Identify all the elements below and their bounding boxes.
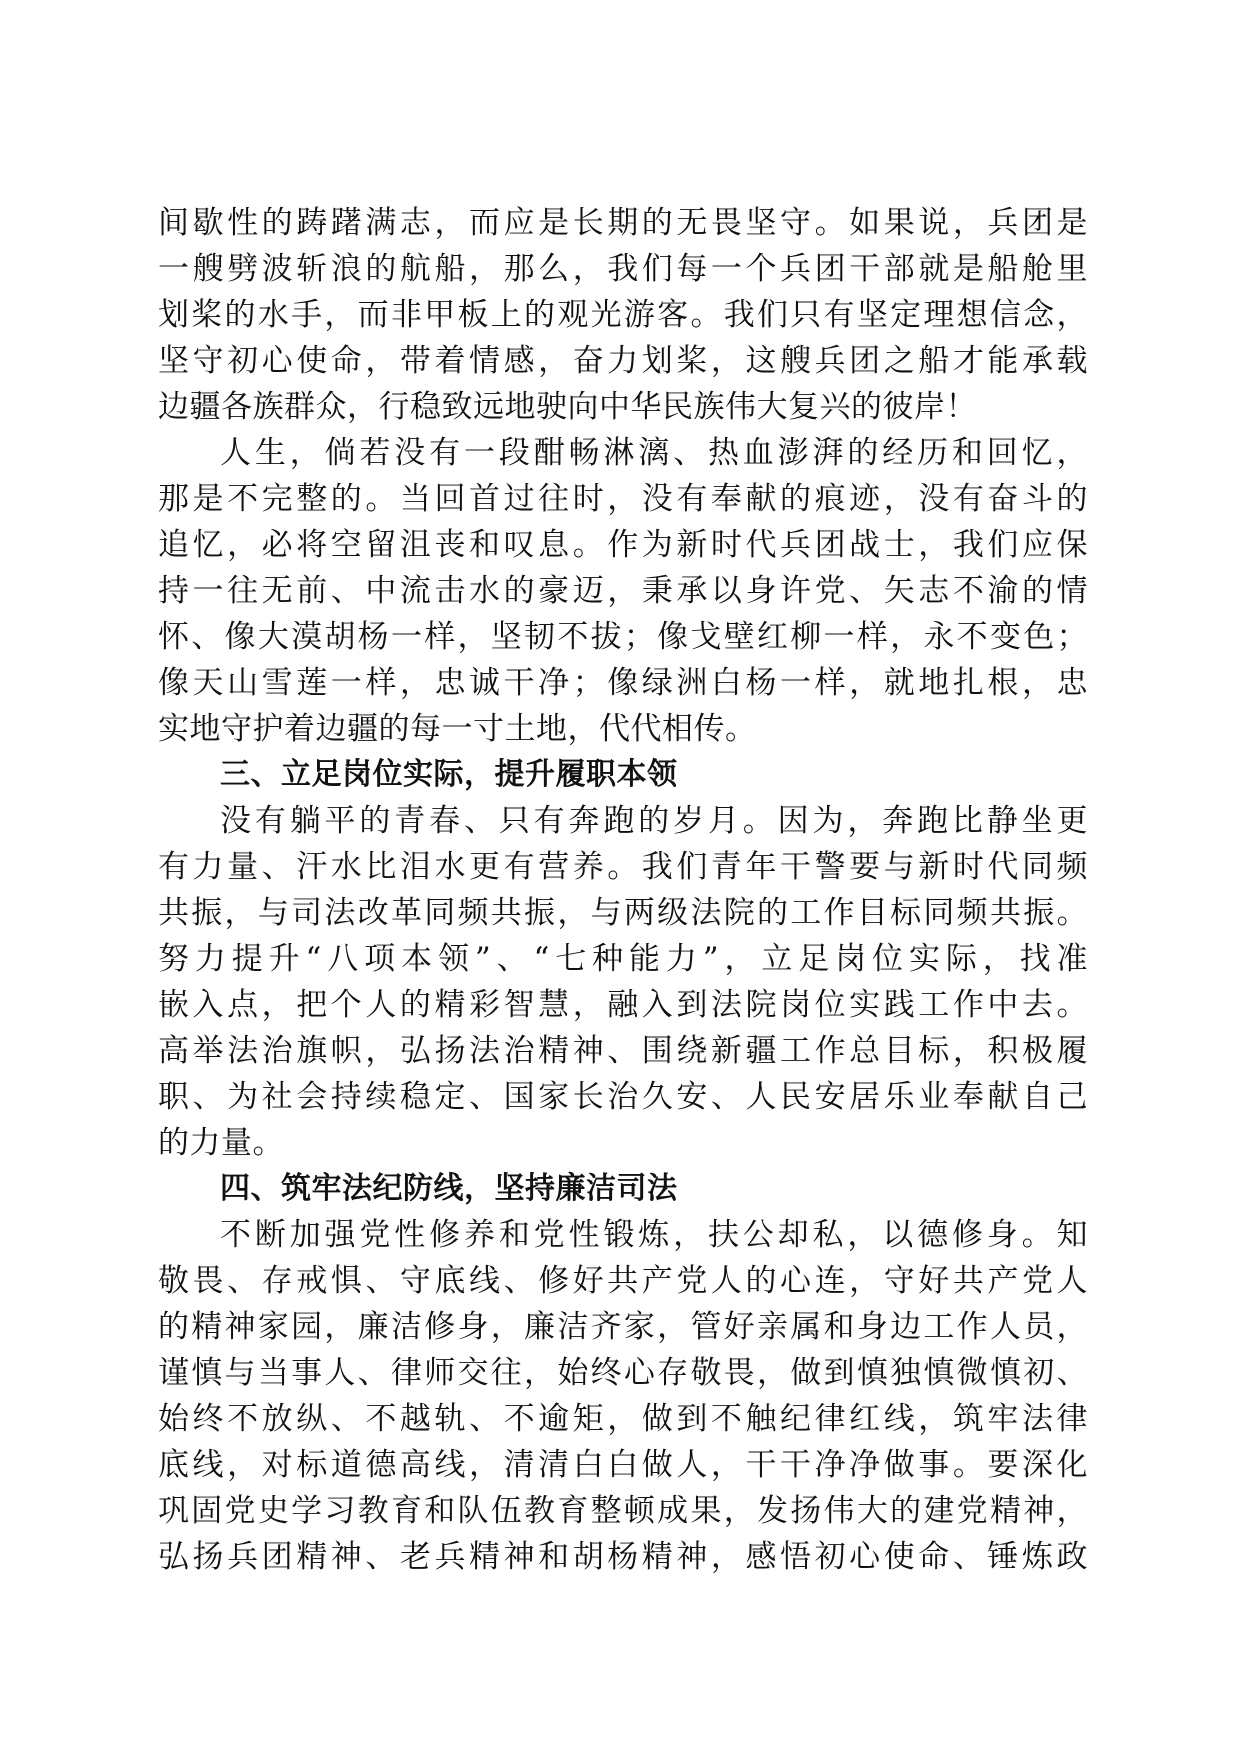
text-line: 始终不放纵、不越轨、不逾矩，做到不触纪律红线，筑牢法律 (158, 1401, 1088, 1437)
text-line: 努力提升“八项本领”、“七种能力”，立足岗位实际，找准 (158, 941, 1088, 977)
text-line: 实地守护着边疆的每一寸土地，代代相传。 (158, 711, 757, 747)
text-line: 人生，倘若没有一段酣畅淋漓、热血澎湃的经历和回忆， (220, 435, 1088, 471)
text-line: 共振，与司法改革同频共振，与两级法院的工作目标同频共振。 (158, 895, 1088, 931)
text-line: 间歇性的踌躇满志，而应是长期的无畏坚守。如果说，兵团是 (158, 205, 1088, 241)
section-heading-3: 三、立足岗位实际，提升履职本领 (220, 757, 678, 792)
text-line: 坚守初心使命，带着情感，奋力划桨，这艘兵团之船才能承载 (158, 343, 1088, 379)
paragraph-2 (158, 430, 1088, 752)
text-line: 那是不完整的。当回首过往时，没有奉献的痕迹，没有奋斗的 (158, 481, 1088, 517)
text-line: 一艘劈波斩浪的航船，那么，我们每一个兵团干部就是船舱里 (158, 251, 1088, 287)
text-line: 怀、像大漠胡杨一样，坚韧不拔；像戈壁红柳一样，永不变色； (158, 619, 1088, 655)
text-line: 没有躺平的青春、只有奔跑的岁月。因为，奔跑比静坐更 (220, 803, 1088, 839)
paragraph-3 (158, 798, 1088, 1166)
text-line: 巩固党史学习教育和队伍教育整顿成果，发扬伟大的建党精神， (158, 1493, 1088, 1529)
text-line: 的精神家园，廉洁修身，廉洁齐家，管好亲属和身边工作人员， (158, 1309, 1088, 1345)
text-line: 职、为社会持续稳定、国家长治久安、人民安居乐业奉献自己 (158, 1079, 1088, 1115)
text-line: 嵌入点，把个人的精彩智慧，融入到法院岗位实践工作中去。 (158, 987, 1088, 1023)
text-line: 边疆各族群众，行稳致远地驶向中华民族伟大复兴的彼岸！ (158, 389, 977, 425)
text-line: 底线，对标道德高线，清清白白做人，干干净净做事。要深化 (158, 1447, 1088, 1483)
document-body (158, 200, 1088, 1580)
text-line: 像天山雪莲一样，忠诚干净；像绿洲白杨一样，就地扎根，忠 (158, 665, 1088, 701)
paragraph-1 (158, 200, 1088, 430)
text-line: 的力量。 (158, 1125, 284, 1161)
text-line: 有力量、汗水比泪水更有营养。我们青年干警要与新时代同频 (158, 849, 1088, 885)
text-line: 持一往无前、中流击水的豪迈，秉承以身许党、矢志不渝的情 (158, 573, 1088, 609)
text-line: 不断加强党性修养和党性锻炼，扶公却私，以德修身。知 (220, 1217, 1088, 1253)
text-line: 追忆，必将空留沮丧和叹息。作为新时代兵团战士，我们应保 (158, 527, 1088, 563)
text-line: 弘扬兵团精神、老兵精神和胡杨精神，感悟初心使命、锤炼政 (158, 1539, 1088, 1575)
text-line: 敬畏、存戒惧、守底线、修好共产党人的心连，守好共产党人 (158, 1263, 1088, 1299)
text-line: 高举法治旗帜，弘扬法治精神、围绕新疆工作总目标，积极履 (158, 1033, 1088, 1069)
section-heading-4: 四、筑牢法纪防线，坚持廉洁司法 (220, 1171, 678, 1206)
text-line: 谨慎与当事人、律师交往，始终心存敬畏，做到慎独慎微慎初、 (158, 1355, 1088, 1391)
text-line: 划桨的水手，而非甲板上的观光游客。我们只有坚定理想信念， (158, 297, 1088, 333)
paragraph-4 (158, 1212, 1088, 1580)
